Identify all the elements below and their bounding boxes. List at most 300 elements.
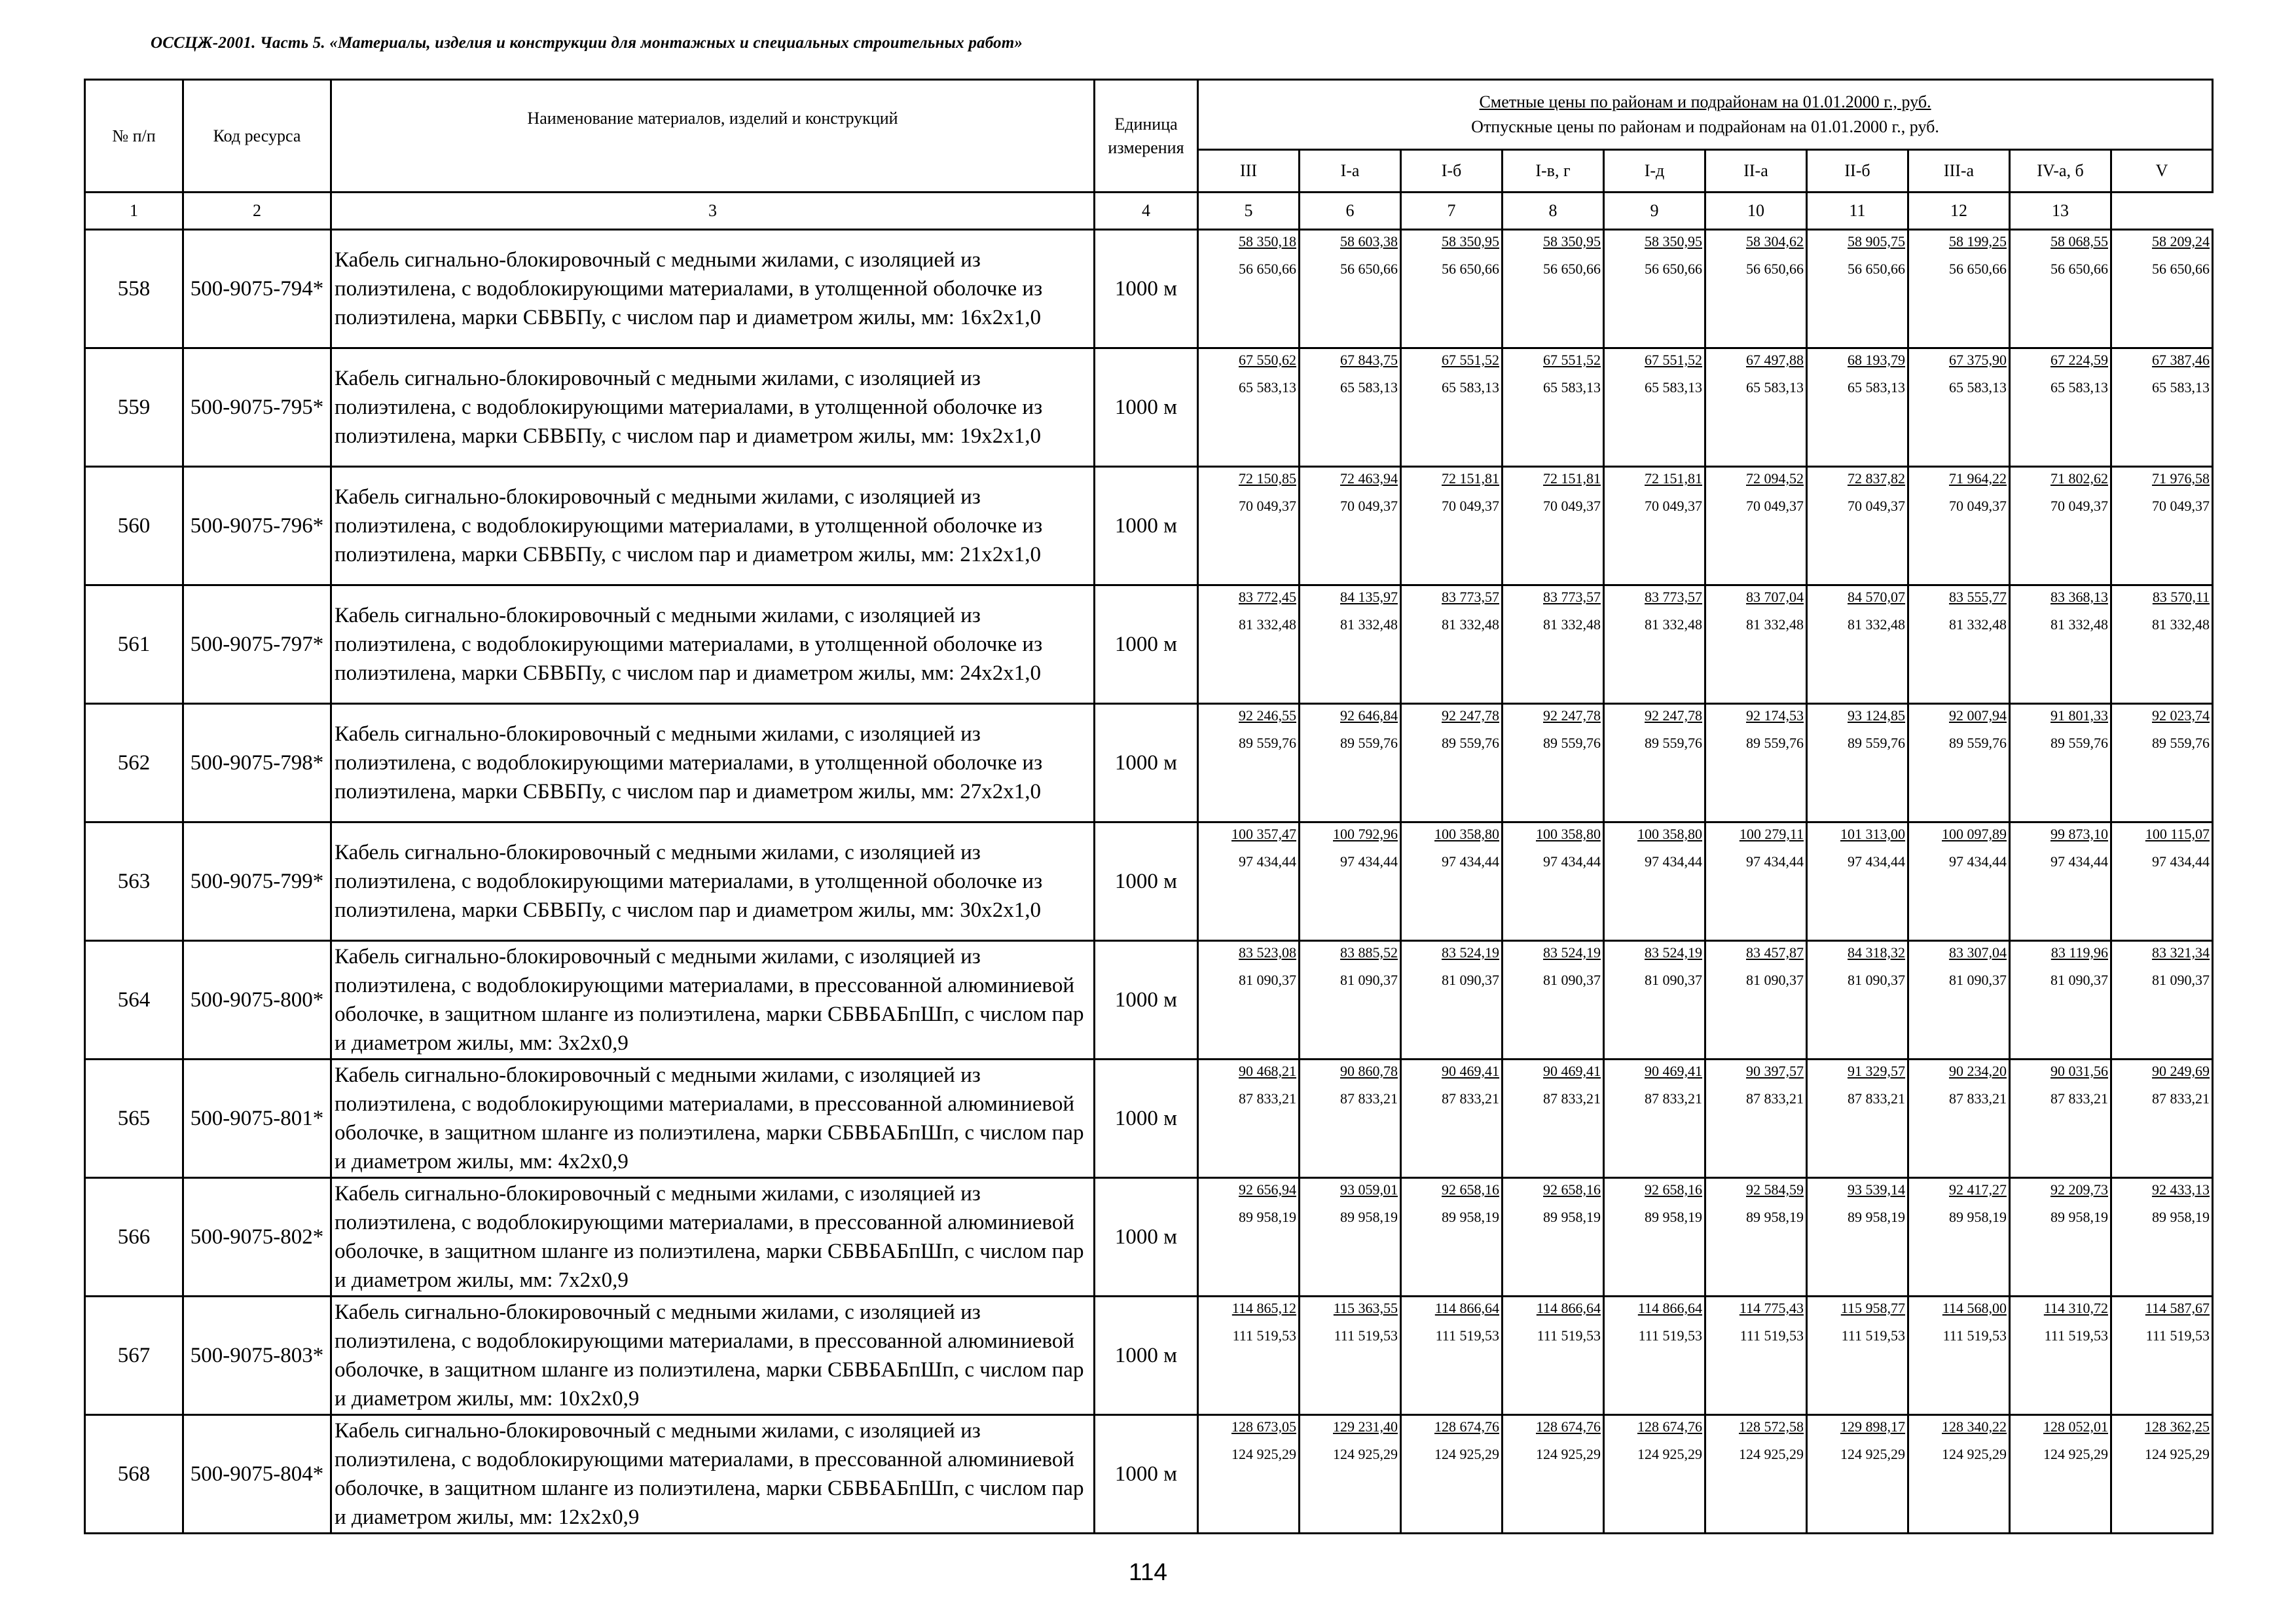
release-price: 70 049,37 xyxy=(2050,498,2108,514)
column-number: 4 xyxy=(1095,193,1198,230)
unit-of-measure: 1000 м xyxy=(1095,585,1198,704)
price-cell xyxy=(1300,1060,1401,1178)
price-cell xyxy=(1198,1415,1300,1534)
release-price: 56 650,66 xyxy=(1848,261,1905,277)
unit-of-measure: 1000 м xyxy=(1095,230,1198,348)
district-header: I-д xyxy=(1604,150,1705,193)
release-price: 97 434,44 xyxy=(2152,853,2210,870)
resource-code: 500-9075-797* xyxy=(183,585,331,704)
estimate-price: 90 234,20 xyxy=(1949,1063,2007,1079)
price-cell xyxy=(2111,704,2213,822)
resource-code: 500-9075-794* xyxy=(183,230,331,348)
estimate-price: 92 247,78 xyxy=(1442,707,1499,724)
price-cell xyxy=(1604,230,1705,348)
release-price: 89 958,19 xyxy=(1442,1209,1499,1225)
release-price: 97 434,44 xyxy=(1543,853,1601,870)
release-price: 124 925,29 xyxy=(1231,1446,1296,1462)
release-price: 89 958,19 xyxy=(1543,1209,1601,1225)
header-price-release: Отпускные цены по районам и подрайонам на 01.01.2000 г., руб. xyxy=(1471,117,1939,136)
price-cell xyxy=(1807,467,1908,585)
resource-code: 500-9075-796* xyxy=(183,467,331,585)
release-price: 81 332,48 xyxy=(1645,616,1702,633)
estimate-price: 72 150,85 xyxy=(1239,470,1296,487)
estimate-price: 128 674,76 xyxy=(1536,1418,1601,1435)
release-price: 111 519,53 xyxy=(1740,1327,1804,1344)
price-cell xyxy=(1401,822,1503,941)
estimate-price: 58 209,24 xyxy=(2152,233,2210,249)
estimate-price: 114 866,64 xyxy=(1434,1300,1499,1316)
release-price: 111 519,53 xyxy=(1334,1327,1398,1344)
release-price: 56 650,66 xyxy=(1949,261,2007,277)
price-cell xyxy=(2010,822,2111,941)
release-price: 70 049,37 xyxy=(1746,498,1804,514)
row-index: 558 xyxy=(85,230,183,348)
material-name: Кабель сигнально-блокировочный с медными жилами, с изоляцией из полиэтилена, с водоблокирующими материалами, в прессованной алюминиевой оболочке, в защитном шланге из полиэтилена, марки СБВБАБпШп, с числом пар и диаметром жилы, мм: 3х2х0,9 xyxy=(331,941,1095,1060)
table-row xyxy=(85,585,2213,704)
release-price: 124 925,29 xyxy=(1739,1446,1804,1462)
estimate-price: 90 469,41 xyxy=(1543,1063,1601,1079)
estimate-price: 92 417,27 xyxy=(1949,1181,2007,1198)
release-price: 81 090,37 xyxy=(2050,972,2108,988)
estimate-price: 92 656,94 xyxy=(1239,1181,1296,1198)
release-price: 65 583,13 xyxy=(2050,379,2108,396)
estimate-price: 92 658,16 xyxy=(1645,1181,1702,1198)
price-cell xyxy=(1807,230,1908,348)
estimate-price: 92 646,84 xyxy=(1340,707,1398,724)
price-cell xyxy=(1503,1178,1604,1297)
estimate-price: 67 375,90 xyxy=(1949,352,2007,368)
price-cell xyxy=(2010,1415,2111,1534)
release-price: 65 583,13 xyxy=(1442,379,1499,396)
release-price: 89 958,19 xyxy=(1239,1209,1296,1225)
price-cell xyxy=(1908,467,2010,585)
estimate-price: 58 603,38 xyxy=(1340,233,1398,249)
release-price: 87 833,21 xyxy=(1239,1090,1296,1107)
estimate-price: 83 524,19 xyxy=(1645,944,1702,961)
price-cell xyxy=(1705,1297,1807,1415)
price-cell xyxy=(1807,1415,1908,1534)
column-number: 8 xyxy=(1503,193,1604,230)
estimate-price: 101 313,00 xyxy=(1840,826,1905,842)
release-price: 81 332,48 xyxy=(1442,616,1499,633)
release-price: 89 559,76 xyxy=(1746,735,1804,751)
resource-code: 500-9075-798* xyxy=(183,704,331,822)
release-price: 56 650,66 xyxy=(2152,261,2210,277)
estimate-price: 92 023,74 xyxy=(2152,707,2210,724)
estimate-price: 83 772,45 xyxy=(1239,589,1296,605)
release-price: 89 958,19 xyxy=(1340,1209,1398,1225)
column-number: 9 xyxy=(1604,193,1705,230)
estimate-price: 92 658,16 xyxy=(1543,1181,1601,1198)
estimate-price: 58 199,25 xyxy=(1949,233,2007,249)
release-price: 89 958,19 xyxy=(1949,1209,2007,1225)
row-index: 568 xyxy=(85,1415,183,1534)
release-price: 81 332,48 xyxy=(1746,616,1804,633)
price-cell xyxy=(1198,704,1300,822)
price-cell xyxy=(1705,1060,1807,1178)
price-cell xyxy=(1300,230,1401,348)
price-cell xyxy=(1198,822,1300,941)
price-cell xyxy=(1198,467,1300,585)
release-price: 87 833,21 xyxy=(1543,1090,1601,1107)
price-cell xyxy=(1604,585,1705,704)
estimate-price: 90 031,56 xyxy=(2050,1063,2108,1079)
unit-of-measure: 1000 м xyxy=(1095,1297,1198,1415)
release-price: 87 833,21 xyxy=(1949,1090,2007,1107)
price-cell xyxy=(2010,1060,2111,1178)
price-cell xyxy=(1807,348,1908,467)
unit-of-measure: 1000 м xyxy=(1095,348,1198,467)
column-number: 11 xyxy=(1807,193,1908,230)
estimate-price: 114 866,64 xyxy=(1536,1300,1601,1316)
release-price: 111 519,53 xyxy=(1841,1327,1905,1344)
release-price: 89 958,19 xyxy=(2050,1209,2108,1225)
release-price: 70 049,37 xyxy=(1442,498,1499,514)
estimate-price: 83 457,87 xyxy=(1746,944,1804,961)
release-price: 65 583,13 xyxy=(1746,379,1804,396)
estimate-price: 92 246,55 xyxy=(1239,707,1296,724)
release-price: 89 958,19 xyxy=(2152,1209,2210,1225)
estimate-price: 90 397,57 xyxy=(1746,1063,1804,1079)
price-cell xyxy=(1401,1415,1503,1534)
release-price: 70 049,37 xyxy=(1340,498,1398,514)
header-prices xyxy=(1198,80,2213,150)
price-cell xyxy=(1908,1297,2010,1415)
estimate-price: 72 837,82 xyxy=(1848,470,1905,487)
column-number: 3 xyxy=(331,193,1095,230)
price-cell xyxy=(1908,704,2010,822)
district-header: III xyxy=(1198,150,1300,193)
estimate-price: 83 321,34 xyxy=(2152,944,2210,961)
estimate-price: 58 304,62 xyxy=(1746,233,1804,249)
estimate-price: 67 387,46 xyxy=(2152,352,2210,368)
release-price: 111 519,53 xyxy=(2044,1327,2108,1344)
release-price: 65 583,13 xyxy=(1848,379,1905,396)
release-price: 81 332,48 xyxy=(2050,616,2108,633)
price-cell xyxy=(1198,230,1300,348)
release-price: 65 583,13 xyxy=(1645,379,1702,396)
release-price: 70 049,37 xyxy=(1645,498,1702,514)
estimate-price: 83 773,57 xyxy=(1442,589,1499,605)
material-name: Кабель сигнально-блокировочный с медными жилами, с изоляцией из полиэтилена, с водоблокирующими материалами, в утолщенной оболочке из полиэтилена, марки СБВБПу, с числом пар и диаметром жилы, мм: 19х2х1,0 xyxy=(331,348,1095,467)
release-price: 124 925,29 xyxy=(2145,1446,2210,1462)
release-price: 89 559,76 xyxy=(1645,735,1702,751)
resource-code: 500-9075-803* xyxy=(183,1297,331,1415)
release-price: 81 090,37 xyxy=(1442,972,1499,988)
unit-of-measure: 1000 м xyxy=(1095,704,1198,822)
column-number: 12 xyxy=(1908,193,2010,230)
release-price: 89 559,76 xyxy=(2152,735,2210,751)
estimate-price: 58 350,95 xyxy=(1645,233,1702,249)
release-price: 124 925,29 xyxy=(1333,1446,1398,1462)
price-cell xyxy=(1198,585,1300,704)
estimate-price: 92 007,94 xyxy=(1949,707,2007,724)
page-number: 114 xyxy=(1129,1559,1167,1585)
estimate-price: 128 673,05 xyxy=(1231,1418,1296,1435)
estimate-price: 83 524,19 xyxy=(1543,944,1601,961)
release-price: 97 434,44 xyxy=(1340,853,1398,870)
release-price: 81 090,37 xyxy=(1949,972,2007,988)
price-cell xyxy=(2111,230,2213,348)
price-cell xyxy=(1401,348,1503,467)
price-cell xyxy=(1705,230,1807,348)
release-price: 81 090,37 xyxy=(1239,972,1296,988)
table-row xyxy=(85,348,2213,467)
row-index: 562 xyxy=(85,704,183,822)
release-price: 56 650,66 xyxy=(1645,261,1702,277)
material-name: Кабель сигнально-блокировочный с медными жилами, с изоляцией из полиэтилена, с водоблокирующими материалами, в прессованной алюминиевой оболочке, в защитном шланге из полиэтилена, марки СБВБАБпШп, с числом пар и диаметром жилы, мм: 7х2х0,9 xyxy=(331,1178,1095,1297)
release-price: 81 332,48 xyxy=(1239,616,1296,633)
release-price: 70 049,37 xyxy=(1543,498,1601,514)
table-row xyxy=(85,1415,2213,1534)
estimate-price: 114 775,43 xyxy=(1739,1300,1804,1316)
estimate-price: 114 310,72 xyxy=(2043,1300,2108,1316)
estimate-price: 92 584,59 xyxy=(1746,1181,1804,1198)
estimate-price: 83 523,08 xyxy=(1239,944,1296,961)
price-cell xyxy=(1705,467,1807,585)
estimate-price: 72 463,94 xyxy=(1340,470,1398,487)
release-price: 111 519,53 xyxy=(1638,1327,1702,1344)
estimate-price: 91 801,33 xyxy=(2050,707,2108,724)
release-price: 89 958,19 xyxy=(1645,1209,1702,1225)
release-price: 111 519,53 xyxy=(2145,1327,2210,1344)
release-price: 97 434,44 xyxy=(1848,853,1905,870)
table-row xyxy=(85,822,2213,941)
price-cell xyxy=(1807,1178,1908,1297)
price-cell xyxy=(1300,822,1401,941)
estimate-price: 100 358,80 xyxy=(1637,826,1702,842)
price-cell xyxy=(2111,941,2213,1060)
price-cell xyxy=(1908,1060,2010,1178)
release-price: 56 650,66 xyxy=(1239,261,1296,277)
price-cell xyxy=(2111,585,2213,704)
table-body xyxy=(85,230,2213,1534)
estimate-price: 100 115,07 xyxy=(2145,826,2210,842)
release-price: 87 833,21 xyxy=(2152,1090,2210,1107)
estimate-price: 84 570,07 xyxy=(1848,589,1905,605)
price-cell xyxy=(1604,348,1705,467)
release-price: 81 090,37 xyxy=(1340,972,1398,988)
column-number: 13 xyxy=(2010,193,2111,230)
price-cell xyxy=(2111,1178,2213,1297)
estimate-price: 128 674,76 xyxy=(1637,1418,1702,1435)
release-price: 81 332,48 xyxy=(1543,616,1601,633)
release-price: 124 925,29 xyxy=(1434,1446,1499,1462)
table-row xyxy=(85,230,2213,348)
estimate-price: 92 433,13 xyxy=(2152,1181,2210,1198)
estimate-price: 90 249,69 xyxy=(2152,1063,2210,1079)
price-cell xyxy=(1705,822,1807,941)
price-cell xyxy=(1198,1297,1300,1415)
release-price: 89 559,76 xyxy=(1848,735,1905,751)
district-header: II-б xyxy=(1807,150,1908,193)
estimate-price: 128 362,25 xyxy=(2145,1418,2210,1435)
unit-of-measure: 1000 м xyxy=(1095,822,1198,941)
price-cell xyxy=(1198,1178,1300,1297)
price-cell xyxy=(1503,1415,1604,1534)
unit-of-measure: 1000 м xyxy=(1095,467,1198,585)
estimate-price: 129 898,17 xyxy=(1840,1418,1905,1435)
price-cell xyxy=(1807,822,1908,941)
price-cell xyxy=(2111,1297,2213,1415)
price-cell xyxy=(1705,1178,1807,1297)
estimate-price: 68 193,79 xyxy=(1848,352,1905,368)
release-price: 124 925,29 xyxy=(1536,1446,1601,1462)
estimate-price: 100 097,89 xyxy=(1942,826,2007,842)
estimate-price: 67 224,59 xyxy=(2050,352,2108,368)
price-cell xyxy=(1604,1178,1705,1297)
estimate-price: 92 174,53 xyxy=(1746,707,1804,724)
release-price: 111 519,53 xyxy=(1232,1327,1296,1344)
release-price: 87 833,21 xyxy=(1340,1090,1398,1107)
price-cell xyxy=(1198,348,1300,467)
release-price: 70 049,37 xyxy=(1239,498,1296,514)
price-cell xyxy=(2111,1415,2213,1534)
district-header: I-а xyxy=(1300,150,1401,193)
unit-of-measure: 1000 м xyxy=(1095,1415,1198,1534)
price-cell xyxy=(2010,585,2111,704)
price-cell xyxy=(1503,348,1604,467)
price-cell xyxy=(1401,1178,1503,1297)
district-header: IV-а, б xyxy=(2010,150,2111,193)
estimate-price: 92 247,78 xyxy=(1543,707,1601,724)
estimate-price: 90 860,78 xyxy=(1340,1063,1398,1079)
estimate-price: 83 555,77 xyxy=(1949,589,2007,605)
release-price: 97 434,44 xyxy=(1239,853,1296,870)
estimate-price: 93 059,01 xyxy=(1340,1181,1398,1198)
estimate-price: 114 865,12 xyxy=(1231,1300,1296,1316)
estimate-price: 72 151,81 xyxy=(1543,470,1601,487)
price-cell xyxy=(1908,585,2010,704)
price-cell xyxy=(1300,1297,1401,1415)
price-cell xyxy=(1401,1297,1503,1415)
price-cell xyxy=(2010,941,2111,1060)
release-price: 89 958,19 xyxy=(1848,1209,1905,1225)
release-price: 81 332,48 xyxy=(1340,616,1398,633)
estimate-price: 58 350,95 xyxy=(1543,233,1601,249)
row-index: 563 xyxy=(85,822,183,941)
release-price: 81 090,37 xyxy=(1543,972,1601,988)
estimate-price: 58 905,75 xyxy=(1848,233,1905,249)
price-cell xyxy=(1604,704,1705,822)
estimate-price: 83 524,19 xyxy=(1442,944,1499,961)
estimate-price: 83 368,13 xyxy=(2050,589,2108,605)
header-unit: Единица измерения xyxy=(1095,80,1198,193)
price-cell xyxy=(1401,230,1503,348)
district-header: I-в, г xyxy=(1503,150,1604,193)
header-name: Наименование материалов, изделий и конструкций xyxy=(331,80,1095,193)
price-cell xyxy=(1807,1297,1908,1415)
price-cell xyxy=(1604,1297,1705,1415)
row-index: 567 xyxy=(85,1297,183,1415)
estimate-price: 128 674,76 xyxy=(1434,1418,1499,1435)
price-cell xyxy=(1300,704,1401,822)
price-cell xyxy=(1503,704,1604,822)
estimate-price: 92 209,73 xyxy=(2050,1181,2108,1198)
estimate-price: 114 866,64 xyxy=(1637,1300,1702,1316)
row-index: 565 xyxy=(85,1060,183,1178)
price-cell xyxy=(2111,467,2213,585)
price-cell xyxy=(1908,348,2010,467)
estimate-price: 84 135,97 xyxy=(1340,589,1398,605)
estimate-price: 90 469,41 xyxy=(1442,1063,1499,1079)
material-name: Кабель сигнально-блокировочный с медными жилами, с изоляцией из полиэтилена, с водоблокирующими материалами, в прессованной алюминиевой оболочке, в защитном шланге из полиэтилена, марки СБВБАБпШп, с числом пар и диаметром жилы, мм: 4х2х0,9 xyxy=(331,1060,1095,1178)
price-cell xyxy=(1503,941,1604,1060)
estimate-price: 67 551,52 xyxy=(1543,352,1601,368)
release-price: 70 049,37 xyxy=(1949,498,2007,514)
column-number: 7 xyxy=(1401,193,1503,230)
district-header: V xyxy=(2111,150,2213,193)
release-price: 65 583,13 xyxy=(1949,379,2007,396)
resource-code: 500-9075-795* xyxy=(183,348,331,467)
estimate-price: 71 964,22 xyxy=(1949,470,2007,487)
estimate-price: 83 885,52 xyxy=(1340,944,1398,961)
column-number: 1 xyxy=(85,193,183,230)
estimate-price: 67 551,52 xyxy=(1442,352,1499,368)
table-row xyxy=(85,1060,2213,1178)
row-index: 559 xyxy=(85,348,183,467)
estimate-price: 114 587,67 xyxy=(2145,1300,2210,1316)
price-cell xyxy=(1401,1060,1503,1178)
price-cell xyxy=(1503,230,1604,348)
release-price: 111 519,53 xyxy=(1537,1327,1601,1344)
estimate-price: 83 570,11 xyxy=(2152,589,2210,605)
resource-code: 500-9075-801* xyxy=(183,1060,331,1178)
estimate-price: 67 551,52 xyxy=(1645,352,1702,368)
resource-code: 500-9075-799* xyxy=(183,822,331,941)
estimate-price: 67 497,88 xyxy=(1746,352,1804,368)
estimate-price: 67 843,75 xyxy=(1340,352,1398,368)
row-index: 561 xyxy=(85,585,183,704)
column-number: 2 xyxy=(183,193,331,230)
resource-code: 500-9075-802* xyxy=(183,1178,331,1297)
release-price: 89 958,19 xyxy=(1746,1209,1804,1225)
price-cell xyxy=(1300,348,1401,467)
release-price: 124 925,29 xyxy=(1840,1446,1905,1462)
release-price: 89 559,76 xyxy=(1239,735,1296,751)
release-price: 124 925,29 xyxy=(2043,1446,2108,1462)
estimate-price: 92 247,78 xyxy=(1645,707,1702,724)
price-cell xyxy=(1300,585,1401,704)
estimate-price: 91 329,57 xyxy=(1848,1063,1905,1079)
release-price: 56 650,66 xyxy=(1543,261,1601,277)
price-cell xyxy=(1908,941,2010,1060)
release-price: 87 833,21 xyxy=(2050,1090,2108,1107)
price-cell xyxy=(2010,230,2111,348)
district-header: III-а xyxy=(1908,150,2010,193)
release-price: 87 833,21 xyxy=(1848,1090,1905,1107)
estimate-price: 100 358,80 xyxy=(1536,826,1601,842)
release-price: 65 583,13 xyxy=(1340,379,1398,396)
release-price: 124 925,29 xyxy=(1942,1446,2007,1462)
estimate-price: 90 469,41 xyxy=(1645,1063,1702,1079)
release-price: 56 650,66 xyxy=(2050,261,2108,277)
price-cell xyxy=(1908,230,2010,348)
price-cell xyxy=(1908,1178,2010,1297)
release-price: 81 090,37 xyxy=(2152,972,2210,988)
header-price-estimate: Сметные цены по районам и подрайонам на 01.01.2000 г., руб. xyxy=(1479,92,1931,111)
release-price: 89 559,76 xyxy=(1340,735,1398,751)
price-cell xyxy=(2010,1178,2111,1297)
column-number: 5 xyxy=(1198,193,1300,230)
price-cell xyxy=(1604,467,1705,585)
table-row xyxy=(85,1297,2213,1415)
price-cell xyxy=(2010,467,2111,585)
price-cell xyxy=(1198,1060,1300,1178)
price-cell xyxy=(1604,822,1705,941)
estimate-price: 67 550,62 xyxy=(1239,352,1296,368)
estimate-price: 83 773,57 xyxy=(1543,589,1601,605)
